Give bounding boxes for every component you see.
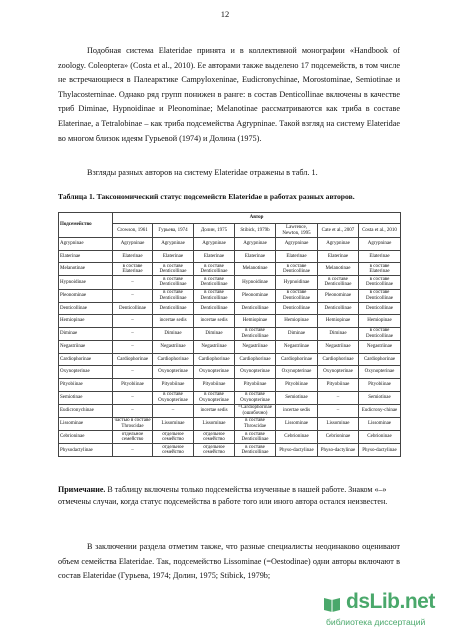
status-cell: Elaterinae [276, 250, 318, 263]
status-cell: Denticollinae [276, 302, 318, 315]
status-cell: Cebrioninae [359, 431, 401, 444]
status-cell: Oxynopterinae [276, 366, 318, 379]
subfamily-name-cell: Pleonominae [59, 289, 113, 302]
status-cell: Lissominae [153, 417, 194, 430]
status-cell: в составе Denticollinae [235, 444, 276, 457]
author-column-header: Stibick, 1979b [235, 224, 276, 238]
status-cell: отдельное семейство [194, 444, 235, 457]
status-cell: Elaterinae [113, 250, 153, 263]
status-cell: Lissominae [318, 417, 359, 430]
status-cell: в составе Denticollinae [194, 289, 235, 302]
status-cell: Pityobiinae [359, 378, 401, 391]
status-cell: – [113, 289, 153, 302]
dslib-watermark [322, 588, 446, 632]
subfamily-name-cell: Oxynopterinae [59, 366, 113, 379]
table-note [58, 484, 400, 507]
status-cell: Negastriinae [276, 341, 318, 354]
status-cell: Oxynopterinae [153, 366, 194, 379]
status-cell: Agrypninae [113, 238, 153, 251]
status-cell: Hemiopinae [318, 315, 359, 328]
status-cell: Agrypninae [318, 238, 359, 251]
status-cell: Diminae [153, 327, 194, 340]
status-cell: Cebrioninae [276, 431, 318, 444]
status-cell: Negastriinae [235, 341, 276, 354]
status-cell: Agrypninae [153, 238, 194, 251]
status-cell: – [113, 444, 153, 457]
status-cell: Lissominae [194, 417, 235, 430]
status-cell: incertae sedis [194, 315, 235, 328]
status-cell: Agrypninae [194, 238, 235, 251]
status-cell: – [113, 366, 153, 379]
status-cell: Cardiophorinae [194, 353, 235, 366]
status-cell: Lissominae [359, 417, 401, 430]
status-cell: Agrypninae [359, 238, 401, 251]
page-number: 12 [220, 9, 230, 19]
status-cell: в составе Denticollinae [194, 276, 235, 289]
note-label: Примечание. [58, 485, 106, 494]
note-text: В таблицу включены только подсемейства изученные в нашей работе. Знаком «–» отмечены случаи, когда статус подсемейства в работе того или иного автора остался неизвестен. [58, 485, 388, 506]
status-cell: Oxynopterinae [194, 366, 235, 379]
table-row [59, 289, 401, 302]
status-cell: Melanotinae [318, 263, 359, 276]
watermark-subtitle: библиотека диссертаций [326, 617, 426, 627]
table-row [59, 327, 401, 340]
subfamily-name-cell: Hypnoidinae [59, 276, 113, 289]
table-row [59, 341, 401, 354]
status-cell: Negastriinae [153, 341, 194, 354]
status-cell: Pityobiinae [318, 378, 359, 391]
subfamily-status-table [58, 212, 401, 457]
status-cell: Physo-dactylinae [359, 444, 401, 457]
status-cell: Elaterinae [318, 250, 359, 263]
table-row [59, 276, 401, 289]
status-cell: в составе Denticollinae [359, 289, 401, 302]
status-cell: Oxynopterinae [359, 366, 401, 379]
table-row [59, 250, 401, 263]
status-cell: Agrypninae [276, 238, 318, 251]
status-cell: отдельное семейство [153, 431, 194, 444]
status-cell: =Cardiophorinae (ошибочно) [235, 404, 276, 417]
table-row [59, 353, 401, 366]
status-cell: Physo-dactylinae [276, 444, 318, 457]
status-cell: в составе Denticollinae [153, 263, 194, 276]
paragraph-2: Взгляды разных авторов на систему Elateridae отражены в табл. 1. [87, 168, 318, 177]
status-cell: Physo-dactylinae [318, 444, 359, 457]
status-cell: Denticollinae [318, 302, 359, 315]
status-cell: в составе Denticollinae [359, 327, 401, 340]
author-group-header: Автор [113, 213, 401, 224]
status-cell: Melanotinae [235, 263, 276, 276]
status-cell: в составе Throscidae [235, 417, 276, 430]
status-cell: Elaterinae [235, 250, 276, 263]
status-cell: – [153, 404, 194, 417]
status-cell: incertae sedis [153, 315, 194, 328]
table-row [59, 378, 401, 391]
status-cell: в составе Denticollinae [235, 327, 276, 340]
status-cell: отдельное семейство [153, 444, 194, 457]
table-row [59, 417, 401, 430]
status-cell: в составе Elaterinae [359, 263, 401, 276]
status-cell: Diminae [318, 327, 359, 340]
author-column-header: Costa et al., 2010 [359, 224, 401, 238]
status-cell: Pityobiinae [235, 378, 276, 391]
subfamily-name-cell: Pityobiinae [59, 378, 113, 391]
book-logo-icon [322, 594, 342, 614]
status-cell: в составе Denticollinae [194, 263, 235, 276]
status-cell: Pleonominae [318, 289, 359, 302]
table-row [59, 263, 401, 276]
status-cell: Cebrioninae [318, 431, 359, 444]
status-cell: Diminae [276, 327, 318, 340]
status-cell: Oxynopterinae [235, 366, 276, 379]
status-cell: отдельное семейство [113, 431, 153, 444]
subfamily-name-cell: Physodactylinae [59, 444, 113, 457]
status-cell: incertae sedis [194, 404, 235, 417]
table-row [59, 404, 401, 417]
status-cell: Pityobiinae [153, 378, 194, 391]
status-cell: – [113, 391, 153, 404]
status-cell: Pleonominae [235, 289, 276, 302]
status-cell: Cardiophorinae [235, 353, 276, 366]
status-cell: в составе Denticollinae [276, 263, 318, 276]
status-cell: в составе Denticollinae [235, 431, 276, 444]
status-cell: в составе Denticollinae [276, 289, 318, 302]
subfamily-name-cell: Eudicronychinae [59, 404, 113, 417]
status-cell: Hypnoidinae [276, 276, 318, 289]
author-column-header: Долин, 1975 [194, 224, 235, 238]
status-cell: Elaterinae [359, 250, 401, 263]
author-column-header: Cate et al., 2007 [318, 224, 359, 238]
subfamily-name-cell: Negastriinae [59, 341, 113, 354]
status-cell: Eudicrony-chinae [359, 404, 401, 417]
subfamily-name-cell: Agrypninae [59, 238, 113, 251]
status-cell: – [113, 315, 153, 328]
status-cell: Cardiophorinae [359, 353, 401, 366]
subfamily-name-cell: Cardiophorinae [59, 353, 113, 366]
subfamily-name-cell: Melanotinae [59, 263, 113, 276]
status-cell: Negastriinae [359, 341, 401, 354]
status-cell: в составе Denticollinae [153, 276, 194, 289]
author-column-header: Crowson, 1961 [113, 224, 153, 238]
table-row [59, 391, 401, 404]
subfamily-name-cell: Lissominae [59, 417, 113, 430]
paragraph-1: Подобная система Elateridae принята и в коллективной монографии «Handbook of zoology. Coleoptera» (Costa et al., 2010). Ее авторами также выделено 17 подсемейств, в том числе не встречающиеся в Палеарктике Campyloxeninae, Eudicronychinae, Morostominae, Semiotinae и Thylacosterninae. Однако ряд групп понижен в ранге: в состав Denticollinae включены в качестве триб Diminae, Hypnoidinae и Pleonominae; Melanotinae рассматриваются как триба в составе Elaterinae, а Tetralobinae – как триба подсемейства Agrypninae. Такой взгляд на систему Elateridae во многом близок идеям Гурьевой (1974) и Долина (1975). [58, 46, 400, 143]
author-column-header: Lawrence, Newton, 1995 [276, 224, 318, 238]
status-cell: Pityobiinae [194, 378, 235, 391]
status-cell: – [113, 327, 153, 340]
status-cell: Cardiophorinae [276, 353, 318, 366]
status-cell: Denticollinae [235, 302, 276, 315]
status-cell: в составе Denticollinae [359, 276, 401, 289]
status-cell: – [318, 391, 359, 404]
watermark-title: dsLib.net [346, 590, 435, 613]
status-cell: Negastriinae [318, 341, 359, 354]
status-cell: в составе Denticollinae [318, 276, 359, 289]
table-row [59, 431, 401, 444]
status-cell: – [113, 404, 153, 417]
status-cell: – [113, 276, 153, 289]
subfamily-name-cell: Semiotinae [59, 391, 113, 404]
status-cell: Oxynopterinae [318, 366, 359, 379]
subfamily-name-cell: Diminae [59, 327, 113, 340]
table-row [59, 366, 401, 379]
author-column-header: Гурьева, 1974 [153, 224, 194, 238]
status-cell: Lissominae [276, 417, 318, 430]
status-cell: Hypnoidinae [235, 276, 276, 289]
status-cell: Semiotinae [359, 391, 401, 404]
status-cell: Denticollinae [359, 302, 401, 315]
status-cell: Cardiophorinae [153, 353, 194, 366]
paragraph-3: В заключении раздела отметим также, что разные специалисты неодинаково оценивают объем семейства Elateridae. Так, подсемейство Lissominae (=Oestodinae) одни авторы включают в состав Elateridae (Гурьева, 1974; Долин, 1975; Stibick, 1979b; [58, 542, 400, 581]
table-row [59, 315, 401, 328]
status-cell: Pityobiinae [276, 378, 318, 391]
status-cell: Agrypninae [235, 238, 276, 251]
status-cell: Semiotinae [276, 391, 318, 404]
status-cell: Elaterinae [153, 250, 194, 263]
status-cell: Diminae [194, 327, 235, 340]
status-cell: Hemiopinae [276, 315, 318, 328]
subfamily-name-cell: Elaterinae [59, 250, 113, 263]
status-cell: Denticollinae [113, 302, 153, 315]
status-cell: – [113, 341, 153, 354]
subfamily-name-cell: Cebrioninae [59, 431, 113, 444]
status-cell: в составе Oxynopterinae [235, 391, 276, 404]
status-cell: в составе Oxynopterinae [153, 391, 194, 404]
subfamily-name-cell: Hemiopinae [59, 315, 113, 328]
status-cell: – [318, 404, 359, 417]
status-cell: Pityobiinae [113, 378, 153, 391]
status-cell: Cardiophorinae [318, 353, 359, 366]
table-row [59, 238, 401, 251]
status-cell: частью в составе Throscidae [114, 418, 151, 429]
table-body [59, 238, 401, 457]
status-cell: Hemiopinae [235, 315, 276, 328]
status-cell: в составе Denticollinae [153, 289, 194, 302]
status-cell: в составе Oxynopterinae [194, 391, 235, 404]
status-cell: Hemiopinae [359, 315, 401, 328]
status-cell: отдельное семейство [194, 431, 235, 444]
status-cell: Elaterinae [194, 250, 235, 263]
subfamily-column-header: Подсемейство [59, 213, 113, 238]
status-cell: Denticollinae [153, 302, 194, 315]
status-cell: в составе Elaterinae [113, 263, 153, 276]
status-cell: Denticollinae [194, 302, 235, 315]
status-cell: Negastriinae [194, 341, 235, 354]
table-row [59, 444, 401, 457]
status-cell: incertae sedis [276, 404, 318, 417]
subfamily-name-cell: Denticollinae [59, 302, 113, 315]
table-row [59, 302, 401, 315]
table-caption: Таблица 1. Таксономический статус подсемейств Elateridae в работах разных авторов. [58, 192, 355, 201]
status-cell: Cardiophorinae [113, 353, 153, 366]
